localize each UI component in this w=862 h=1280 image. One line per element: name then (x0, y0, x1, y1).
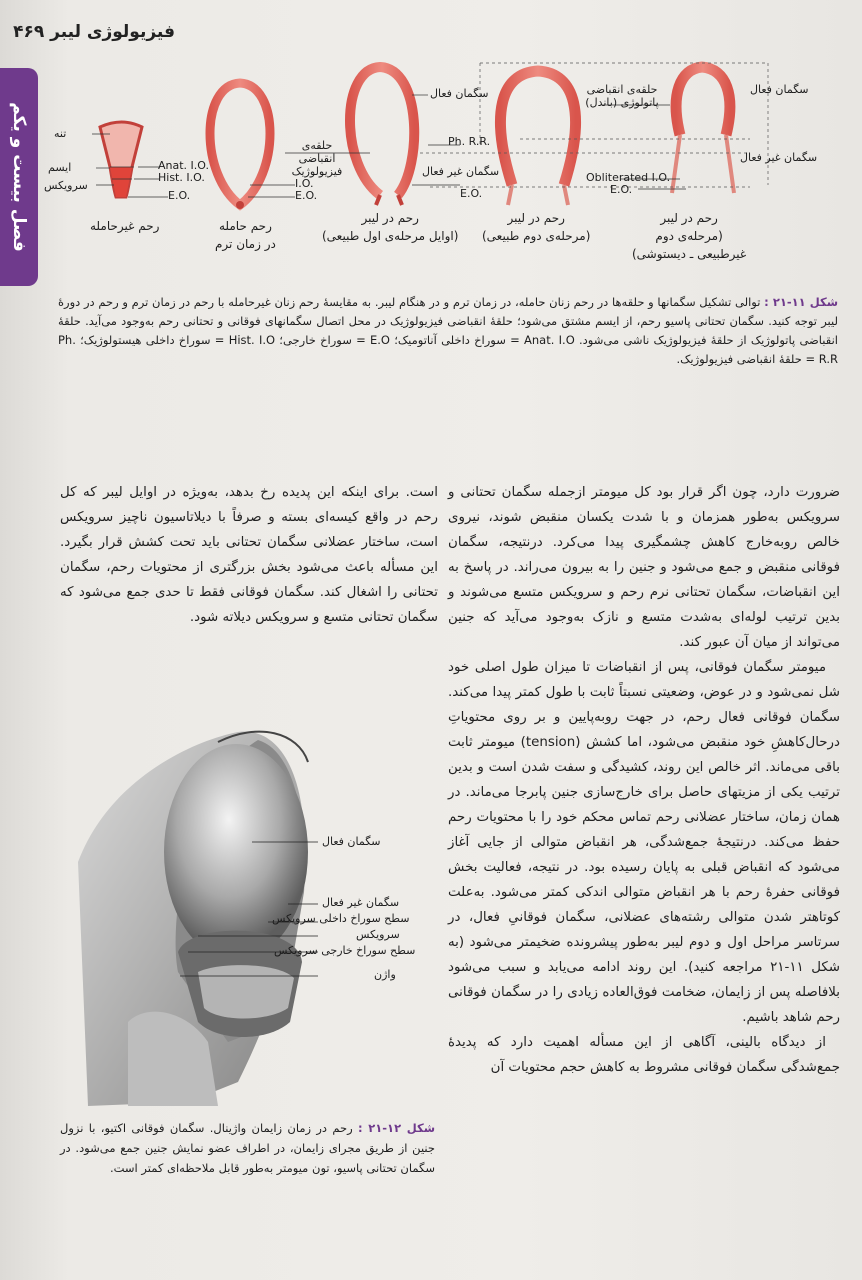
stage-caption-2-line2: در زمان ترم (215, 237, 276, 251)
stage-caption-4-line2: (مرحله‌ی دوم طبیعی) (482, 229, 591, 243)
label-patho-ring: حلقه‌ی انقباضی پاتولوژی (باندل) (585, 83, 659, 109)
label-ph-rr: Ph. R.R. (448, 135, 491, 148)
stage-caption-5-line3: غیرطبیعی ـ دیستوشی) (632, 247, 747, 261)
label-io: I.O. (295, 177, 314, 190)
running-title: فیزیولوژی لیبر ۴۶۹ (13, 22, 175, 42)
stage-caption-5-line2: (مرحله‌ی دوم (655, 229, 723, 243)
stage-caption-2-line1: رحم حامله (218, 219, 272, 233)
label-body: تنه (54, 127, 67, 140)
stage-caption-3 (322, 209, 458, 245)
figure1-number: شکل ۱۱-۲۱ : (764, 295, 839, 309)
label-passive-segment-fig2: سگمان غیر فعال (322, 896, 400, 909)
chapter-side-tab (0, 68, 38, 286)
figure1-caption-text: توالی تشکیل سگمانها و حلقه‌ها در رحم زنان حامله، در زمان ترم و در هنگام لیبر. به مقایسهٔ رحم زنان غیرحامله با رحم در زمان ترم و رحم در دورهٔ لیبر توجه کنید. سگمان تحتانی پاسیو رحم، از ایسم مشتق می‌شود؛ حلقهٔ انقباضی فیزیولوژیک در محل اتصال سگمانهای فوقانی و تحتانی رحم به‌وجود می‌آید. حلقهٔ انقباضی پاتولوژیک از حلقهٔ فیزیولوژیک ناشی می‌شود. Anat. I.O = سوراخ داخلی آناتومیک؛ E.O = سوراخ خارجی؛ Hist. I.O = سوراخ داخلی هیستولوژیک؛ Ph. R.R = حلقهٔ انقباضی فیزیولوژیک. (58, 295, 838, 366)
label-eo-3: E.O. (460, 187, 483, 200)
text-column-right (448, 480, 840, 1080)
uterus-dystocia (672, 67, 734, 193)
label-active-segment-5: سگمان فعال (750, 83, 809, 96)
label-physio-ring: حلقه‌ی انقباضی فیزیولوژیک (291, 139, 343, 178)
stage-caption-5-line1: رحم در لیبر (660, 211, 718, 225)
label-cervix-fig2: سرویکس (356, 928, 400, 941)
label-eo-4: E.O. (610, 183, 633, 196)
paragraph-right-2: میومتر سگمان فوقانی، پس از انقباضات تا میزان طول اصلی خود شل نمی‌شود و در عوض، وضعیتی نسبتاً ثابت با طول کمتر پیدا می‌کند. سگمان فوقانی فعال رحم، در جهت روبه‌پایین و بر روی محتویاتِ درحال‌کاهشِ خود منقبض می‌شود، اما کشش (tension) میومتر ثابت باقی می‌ماند. اثر خالص این روند، کشیدگی و سفت شدن است و بدین ترتیب یکی از مزیتهای حاصل برای خارج‌سازی جنین پابرجا می‌ماند. در همان زمان، ساختار عضلانی رحم تماس محکم خود را با محتویات رحم حفظ می‌کند. درنتیجهٔ جمع‌شدگی، هر انقباض متوالی از جایی آغاز می‌شود که انقباض قبلی به پایان رسیده بود. در نتیجه، فعالیت بخش فوقانی حفرهٔ رحم با هر انقباض متوالی اندکی کمتر می‌شود. به‌علت کوتاهتر شدن متوالی رشته‌های عضلانی، سگمان فوقانیِ فعال، در سرتاسر مراحل اول و دوم لیبر به‌طور پیشرونده ضخیمتر می‌شود (به شکل ۱۱-۲۱ مراجعه کنید). این روند ادامه می‌یابد و سبب می‌شود بلافاصله پس از زایمان، ضخامت فوق‌العاده زیادی را در سگمان فوقانی رحم شاهد باشیم. (448, 660, 841, 1025)
figure1-caption (58, 293, 838, 369)
figure-uterus-delivery (68, 722, 436, 1106)
label-active-segment-fig2: سگمان فعال (322, 835, 381, 848)
figure2-number: شکل ۱۲-۲۱ : (357, 1121, 436, 1135)
label-vagina: واژن (374, 968, 396, 981)
text-column-left (60, 480, 438, 630)
stage-caption-3-line1: رحم در لیبر (361, 211, 419, 225)
uterus-nonpregnant (100, 122, 142, 197)
label-isthmus: ایسم (48, 161, 72, 174)
stage-caption-5 (632, 209, 746, 263)
page-header (13, 22, 840, 52)
uterus-labor-second (500, 71, 575, 205)
label-passive-segment-3: سگمان غیر فعال (422, 165, 500, 178)
stage-caption-4-line1: رحم در لیبر (507, 211, 565, 225)
label-eo-1: E.O. (168, 189, 191, 202)
paragraph-left-1: است. برای اینکه این پدیده رخ بدهد، به‌ویژه در اوایل لیبر که کل رحم در واقع کیسه‌ای بسته و صرفاً با دیلاتاسیون ناچیز سرویکس است، ساختار عضلانی سگمان تحتانی باید تحت کشش قرار بگیرد. این مسأله باعث می‌شود بخش بزرگتری از محتویات رحم، سگمان تحتانی را اشغال کند. سگمان فوقانی فقط تا حدی جمع می‌شود که سگمان تحتانی متسع و سرویکس دیلاته شود. (60, 485, 438, 625)
stage-caption-1: رحم غیرحامله (90, 219, 160, 233)
stage-caption-4 (482, 209, 590, 245)
uterus-labor-first (350, 67, 414, 205)
paragraph-right-1: ضرورت دارد، چون اگر قرار بود کل میومتر ازجمله سگمان تحتانی و سرویکس به‌طور همزمان و با شدت یکسان منقبض شوند، نیروی خالص روبه‌خارج کاهش چشمگیری پیدا می‌کرد. درنتیجه، سگمان فوقانی منقبض و جمع می‌شود و جنین را به بیرون می‌راند. در پاسخ به این انقباضات، سگمان تحتانی نرم رحم و سرویکس متسع می‌شوند و بدین ترتیب لوله‌ای به‌شدت متسع و نازک به‌وجود می‌آید که جنین می‌تواند از میان آن عبور کند. (448, 485, 840, 650)
label-eo-2: E.O. (295, 189, 318, 202)
paragraph-right-3: از دیدگاه بالینی، آگاهی از این مسأله اهمیت دارد که پدیدهٔ جمع‌شدگی سگمان فوقانی مشروط به کاهش حجم محتویات آن (448, 1035, 840, 1075)
label-passive-segment-5: سگمان غیر فعال (740, 151, 818, 164)
label-cervix: سرویکس (44, 179, 88, 192)
figure2-caption-text: رحم در زمان زایمان واژینال. سگمان فوقانی اکتیو، با نزول جنین از طریق مجرای زایمان، در اطراف عضو نمایش جنین جمع می‌شود. در سگمان تحتانی پاسیو، تون میومتر به‌طور قابل ملاحظه‌ای کمتر است. (60, 1121, 435, 1175)
label-internal-os: سطح سوراخ داخلی سرویکس (272, 912, 410, 925)
figure-uterine-segments (44, 55, 830, 285)
label-anat-io: Anat. I.O. (158, 159, 209, 172)
label-active-segment-3: سگمان فعال (430, 87, 489, 100)
label-hist-io: Hist. I.O. (158, 171, 205, 184)
stage-caption-3-line2: (اوایل مرحله‌ی اول طبیعی) (322, 229, 459, 243)
chapter-tab-label: فصل بیست و یکم (9, 102, 29, 252)
uterus-term (210, 83, 270, 209)
label-obliterated-io: Obliterated I.O. (586, 171, 671, 184)
figure2-caption (60, 1118, 435, 1178)
stage-caption-2 (215, 217, 276, 253)
label-external-os: سطح سوراخ خارجی سرویکس (274, 944, 416, 957)
